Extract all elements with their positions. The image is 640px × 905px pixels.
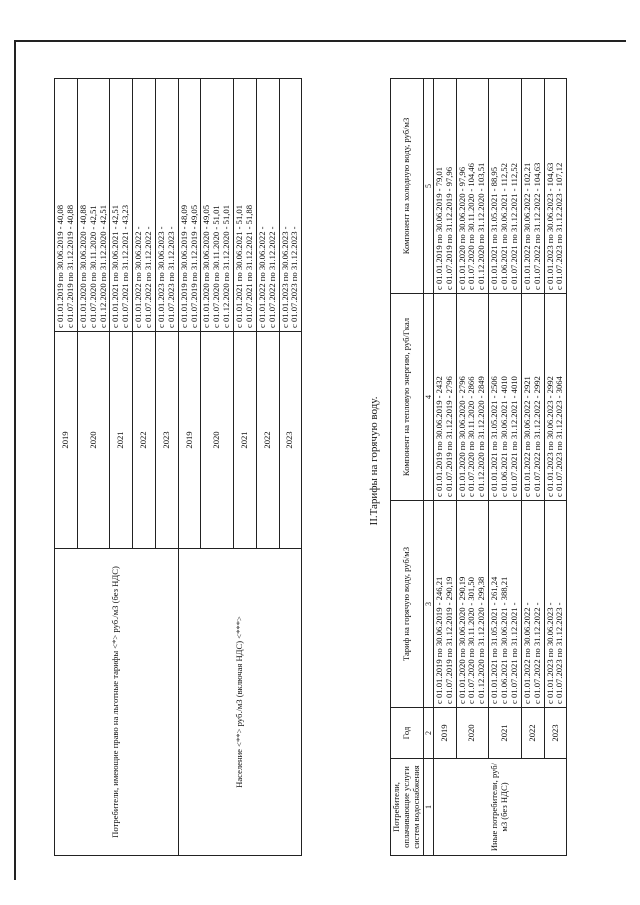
- tariff-cell: [433, 501, 456, 708]
- period-line: с 01.12.2020 по 31.12.2020 - 2849: [476, 376, 487, 497]
- period-line: с 01.01.2021 по 31.05.2021 - 2506: [489, 376, 500, 497]
- table-row: [433, 79, 456, 856]
- period-line: с 01.01.2022 по 30.06.2022 -: [133, 226, 144, 328]
- period-line: с 01.01.2019 по 30.06.2019 - 48,09: [178, 205, 189, 328]
- hot-water-tariffs-body: [433, 79, 567, 856]
- period-line: с 01.07.2019 по 31.12.2019 - 2796: [443, 376, 454, 497]
- period-line: с 01.06.2021 по 30.06.2021 - 388,21: [499, 576, 510, 704]
- period-line: с 01.01.2023 по 30.06.2023 -: [544, 602, 555, 704]
- period-line: с 01.01.2020 по 30.06.2020 - 40,88: [77, 205, 88, 328]
- period-line: с 01.07.2020 по 30.11.2020 - 2866: [466, 376, 477, 497]
- period-line: с 01.07.2023 по 31.12.2023 -: [289, 226, 300, 328]
- year-cell: 2023: [155, 332, 178, 549]
- table-row: [178, 79, 201, 856]
- year-cell: 2022: [133, 332, 156, 549]
- year-cell: 2021: [234, 332, 257, 549]
- period-line: с 01.01.2022 по 30.06.2022 - 2921: [521, 376, 532, 497]
- preferential-tariffs-table: [54, 78, 302, 856]
- period-line: с 01.07.2021 по 31.12.2021 - 51,88: [243, 205, 254, 328]
- consumer-cell: Потребители, имеющие право на льготные тарифы <*> руб./м3 (без НДС): [55, 549, 179, 856]
- column-number: 3: [423, 501, 433, 708]
- period-line: с 01.01.2023 по 30.06.2023 - 104,63: [544, 162, 555, 290]
- period-line: с 01.07.2020 по 30.11.2020 - 51,01: [211, 205, 222, 328]
- year-cell: 2023: [279, 332, 302, 549]
- period-line: с 01.07.2022 по 31.12.2022 -: [531, 602, 542, 704]
- year-cell: 2022: [521, 708, 544, 759]
- period-line: с 01.01.2019 по 30.06.2019 - 40,08: [55, 205, 65, 328]
- tariff-cell: [178, 79, 201, 332]
- heat-component-cell: [433, 294, 456, 501]
- consumer-cell: Иные потребители, руб/м3 (без НДС): [433, 759, 567, 856]
- period-line: с 01.01.2020 по 30.06.2020 - 97,96: [456, 167, 467, 290]
- period-line: с 01.01.2021 по 31.05.2021 - 261,24: [489, 576, 500, 704]
- table-row: [489, 79, 522, 856]
- period-line: с 01.07.2021 по 31.12.2021 - 43,23: [120, 205, 131, 328]
- period-line: с 01.01.2019 по 30.06.2019 - 2432: [433, 376, 444, 497]
- year-cell: 2019: [55, 332, 78, 549]
- period-line: с 01.07.2021 по 31.12.2021 - 4010: [508, 376, 519, 497]
- column-number: 5: [423, 79, 433, 294]
- heat-component-cell: [521, 294, 544, 501]
- tariff-cell: [456, 501, 489, 708]
- column-number: 1: [423, 759, 433, 856]
- period-line: с 01.07.2023 по 31.12.2023 -: [165, 226, 176, 328]
- header-year: Год: [391, 708, 424, 759]
- cold-component-cell: [544, 79, 567, 294]
- column-number: 2: [423, 708, 433, 759]
- period-line: с 01.07.2021 по 31.12.2021 -: [508, 602, 519, 704]
- year-cell: 2020: [456, 708, 489, 759]
- period-line: с 01.12.2020 по 31.12.2020 - 42,51: [97, 205, 108, 328]
- cold-component-cell: [433, 79, 456, 294]
- document-page: [20, 46, 620, 876]
- period-line: с 01.07.2022 по 31.12.2022 -: [143, 226, 153, 328]
- consumer-cell: Население <**> руб./м3 (включая НДС) <***>: [178, 549, 302, 856]
- table-row: [456, 79, 489, 856]
- heat-component-cell: [456, 294, 489, 501]
- period-line: с 01.12.2020 по 31.12.2020 - 51,01: [221, 205, 232, 328]
- tariff-cell: [521, 501, 544, 708]
- header-consumers: Потребители, оплачивающие услуги систем водоснабжения: [391, 759, 424, 856]
- period-line: с 01.01.2023 по 30.06.2023 - 2992: [544, 376, 555, 497]
- period-line: с 01.01.2022 по 30.06.2022 -: [521, 602, 532, 704]
- period-line: с 01.01.2022 по 30.06.2022 - 102,21: [521, 162, 532, 290]
- tariff-cell: [544, 501, 567, 708]
- tariff-cell: [110, 79, 133, 332]
- period-line: с 01.01.2021 по 31.05.2021 - 88,95: [489, 167, 500, 290]
- tariff-cell: [155, 79, 178, 332]
- period-line: с 01.12.2020 по 31.12.2020 - 103,51: [476, 162, 487, 290]
- section-title: II.Тарифы на горячую воду.: [368, 396, 380, 526]
- year-cell: 2022: [256, 332, 279, 549]
- period-line: с 01.06.2021 по 30.06.2021 - 112,52: [499, 163, 510, 290]
- rotated-content: [20, 46, 620, 876]
- cold-component-cell: [489, 79, 522, 294]
- period-line: с 01.01.2023 по 30.06.2023 -: [155, 226, 166, 328]
- column-number: 4: [423, 294, 433, 501]
- period-line: с 01.07.2019 по 31.12.2019 - 290,19: [443, 576, 454, 704]
- year-cell: 2020: [201, 332, 234, 549]
- tariff-cell: [201, 79, 234, 332]
- period-line: с 01.07.2023 по 31.12.2023 -: [554, 602, 565, 704]
- heat-component-cell: [544, 294, 567, 501]
- period-line: с 01.01.2021 по 30.06.2021 - 51,01: [234, 205, 244, 328]
- heat-component-cell: [489, 294, 522, 501]
- period-line: с 01.07.2022 по 31.12.2022 -: [266, 226, 277, 328]
- tariff-cell: [489, 501, 522, 708]
- tariff-cell: [256, 79, 279, 332]
- period-line: с 01.01.2023 по 30.06.2023 -: [279, 226, 290, 328]
- period-line: с 01.07.2020 по 30.11.2020 - 42,51: [87, 205, 98, 328]
- period-line: с 01.01.2019 по 30.06.2019 - 79,01: [433, 167, 444, 290]
- period-line: с 01.01.2022 по 30.06.2022 -: [256, 226, 267, 328]
- header-cold-component: Компонент на холодную воду, руб/м3: [391, 79, 424, 294]
- tariff-cell: [77, 79, 110, 332]
- preferential-tariffs-body: [55, 79, 302, 856]
- scan-border-top: [14, 40, 626, 42]
- period-line: с 01.01.2019 по 30.06.2019 - 246,21: [433, 576, 444, 704]
- period-line: с 01.07.2022 по 31.12.2022 - 2992: [531, 376, 542, 497]
- scan-border-left: [14, 40, 16, 880]
- cold-component-cell: [521, 79, 544, 294]
- column-number-row: [423, 79, 433, 856]
- year-cell: 2019: [178, 332, 201, 549]
- period-line: с 01.07.2019 по 31.12.2019 - 97,96: [443, 167, 454, 290]
- period-line: с 01.07.2022 по 31.12.2022 - 104,63: [531, 162, 542, 290]
- cold-component-cell: [456, 79, 489, 294]
- header-tariff: Тариф на горячую воду, руб/м3: [391, 501, 424, 708]
- period-line: с 01.07.2023 по 31.12.2023 - 107,12: [554, 162, 565, 290]
- hot-water-tariffs-table: [390, 78, 567, 856]
- table-row: [544, 79, 567, 856]
- period-line: с 01.07.2019 по 31.12.2019 - 49,05: [188, 205, 199, 328]
- period-line: с 01.01.2021 по 30.06.2021 - 42,51: [110, 205, 121, 328]
- period-line: с 01.07.2020 по 30.11.2020 - 104,46: [466, 163, 477, 290]
- period-line: с 01.01.2020 по 30.06.2020 - 49,05: [201, 205, 212, 328]
- header-heat-component: Компонент на тепловую энергию, руб/Гкал: [391, 294, 424, 501]
- tariff-cell: [279, 79, 302, 332]
- year-cell: 2020: [77, 332, 110, 549]
- period-line: с 01.07.2020 по 30.11.2020 - 301,50: [466, 577, 477, 704]
- table-row: [521, 79, 544, 856]
- period-line: с 01.07.2019 по 31.12.2019 - 40,88: [64, 205, 75, 328]
- period-line: с 01.01.2020 по 30.06.2020 - 290,19: [456, 576, 467, 704]
- period-line: с 01.06.2021 по 30.06.2021 - 4010: [499, 376, 510, 497]
- year-cell: 2023: [544, 708, 567, 759]
- period-line: с 01.12.2020 по 31.12.2020 - 299,38: [476, 576, 487, 704]
- period-line: с 01.01.2020 по 30.06.2020 - 2796: [456, 376, 467, 497]
- year-cell: 2021: [489, 708, 522, 759]
- period-line: с 01.07.2023 по 31.12.2023 - 3064: [554, 376, 565, 497]
- year-cell: 2019: [433, 708, 456, 759]
- table-row: [55, 79, 78, 856]
- period-line: с 01.07.2021 по 31.12.2021 - 112,52: [508, 163, 519, 290]
- year-cell: 2021: [110, 332, 133, 549]
- header-row: [391, 79, 424, 856]
- tariff-cell: [55, 79, 78, 332]
- tariff-cell: [234, 79, 257, 332]
- tariff-cell: [133, 79, 156, 332]
